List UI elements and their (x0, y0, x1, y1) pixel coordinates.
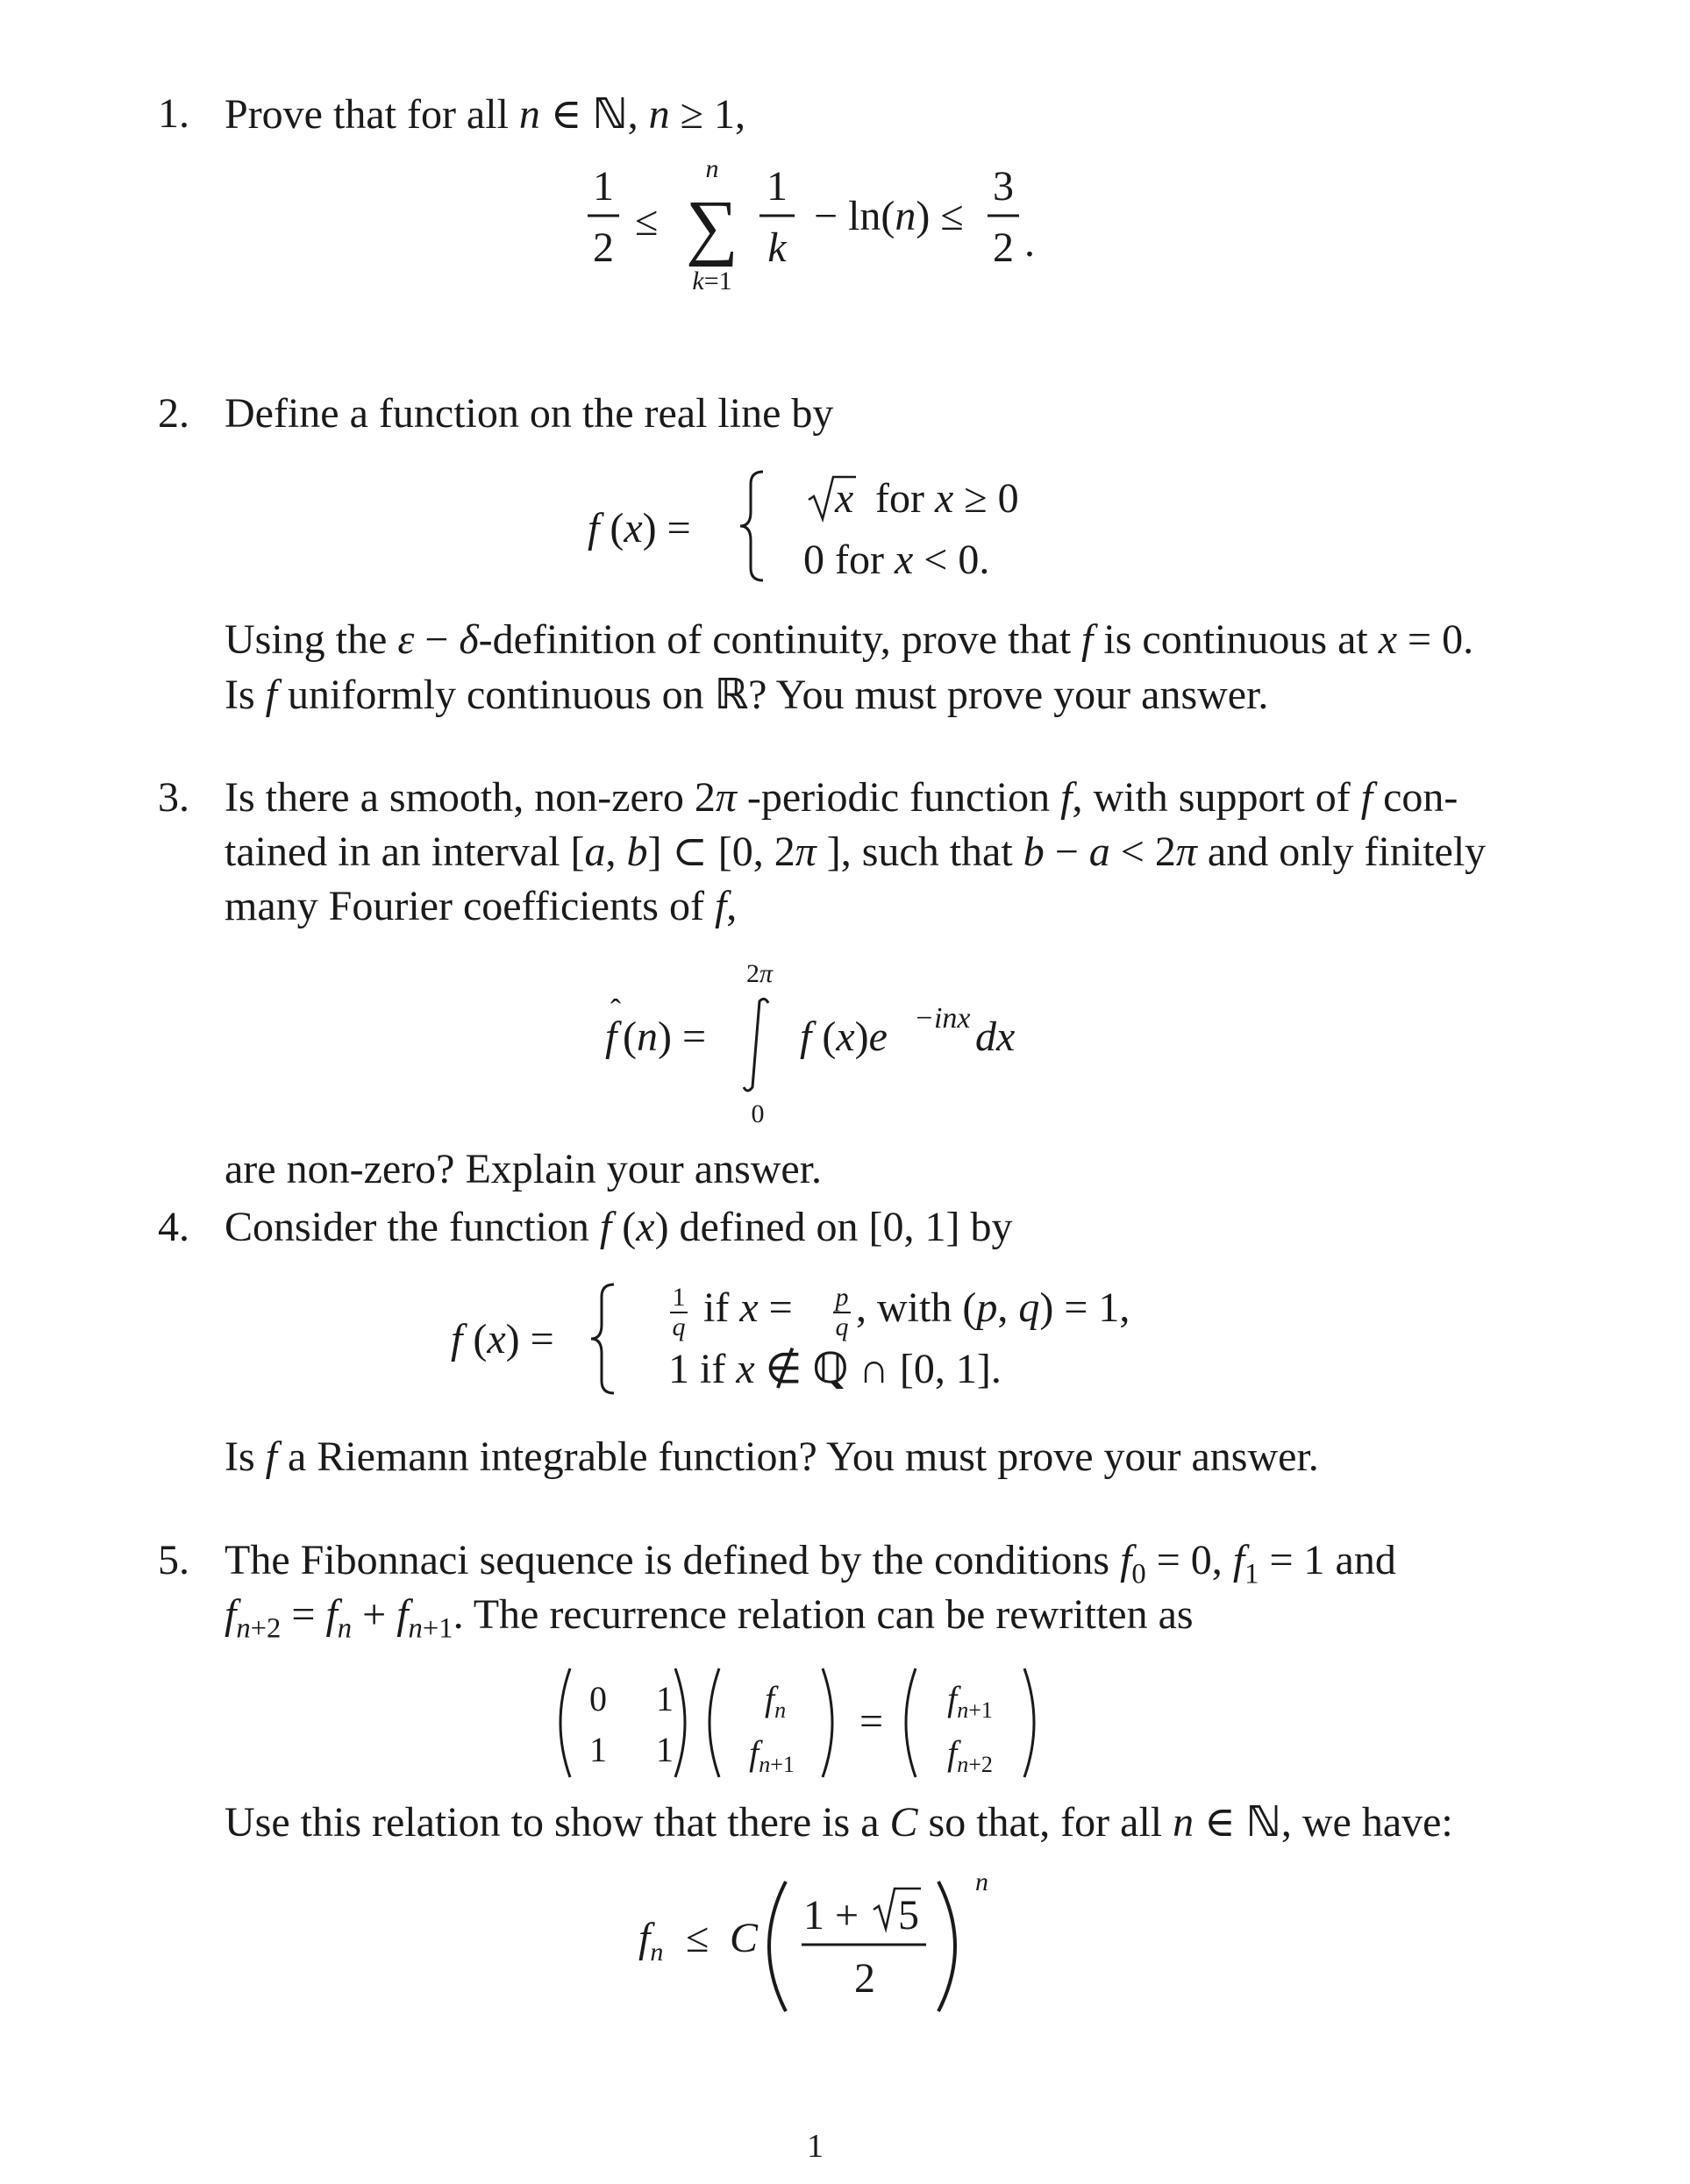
svg-text:1: 1 (656, 1730, 674, 1769)
svg-text:fn+2: $f_n+2$ (947, 1733, 993, 1777)
svg-text:≤: ≤ (686, 1915, 710, 1961)
svg-text:3: 3 (993, 163, 1014, 210)
svg-text:1 if x ∉ ℚ ∩ [0, 1].: 1 if x ∉ ℚ ∩ [0, 1]. (668, 1344, 1002, 1393)
svg-text:dx: dx (975, 1014, 1016, 1060)
svg-text:0 for x < 0.: 0 for x < 0. (803, 537, 990, 583)
svg-text:1: 1 (593, 163, 614, 210)
svg-text:q: q (672, 1313, 686, 1341)
svg-text:2: 2 (593, 224, 614, 271)
svg-text:q: q (835, 1313, 849, 1341)
problem-2-number: 2. (158, 390, 189, 437)
svg-text:C: C (730, 1915, 759, 1961)
svg-text:f (x) =: f (x) = (588, 505, 691, 551)
svg-text:0: 0 (589, 1679, 607, 1718)
problem-4-piecewise (439, 1276, 1228, 1407)
svg-text:fn: $f_n$ (764, 1679, 787, 1723)
svg-text:∑: ∑ (686, 186, 738, 267)
svg-text:for x ≥ 0: for x ≥ 0 (875, 475, 1019, 522)
svg-text:f (x)e: f (x)e (800, 1014, 888, 1060)
svg-text:f (x) =: f (x) = (451, 1316, 554, 1362)
problem-5-text3: Use this relation to show that there is a C so that, for all n ∈ ℕ, we have: (225, 1797, 1453, 1846)
svg-text:if x =: if x = (703, 1284, 793, 1331)
problem-2-text2: Is f uniformly continuous on ℝ? You must prove your answer. (225, 670, 1269, 719)
problem-4-intro: Consider the function f (x) defined on [0, 1] by (225, 1204, 1013, 1250)
svg-text:0: 0 (751, 1099, 765, 1128)
svg-text:n: n (975, 1867, 988, 1896)
problem-1-intro: Prove that for all n ∈ ℕ, n ≥ 1, (225, 89, 745, 139)
svg-text:ˆ: ˆ (610, 992, 621, 1028)
svg-text:≤: ≤ (635, 198, 659, 245)
problem-3-formula (596, 947, 1052, 1131)
svg-text:(n) =: (n) = (623, 1014, 707, 1060)
svg-text:fn: $f_n$ (638, 1915, 664, 1967)
problem-3-text1: Is there a smooth, non-zero 2π -periodic function f, with support of f con- (225, 774, 1458, 821)
problem-3-text4: are non-zero? Explain your answer. (225, 1146, 823, 1192)
svg-text:2π: 2π (745, 959, 774, 988)
problem-5-matrix-equation (544, 1661, 1087, 1784)
svg-text:n: n (705, 158, 719, 183)
svg-text:.: . (1024, 219, 1035, 266)
problem-1-number: 1. (158, 90, 189, 137)
problem-4-number: 4. (158, 1204, 189, 1250)
problem-2-piecewise (579, 465, 1070, 587)
svg-text:fn+1: $f_n+1$ (947, 1679, 993, 1723)
svg-text:k: k (767, 224, 787, 271)
problem-3-text2: tained in an interval [a, b] ⊂ [0, 2π ], such that b − a < 2π and only finitely (225, 829, 1487, 875)
svg-text:2: 2 (854, 1955, 875, 2002)
svg-text:1 +: 1 + (803, 1892, 859, 1939)
svg-text:f: f (605, 1014, 617, 1060)
svg-text:1: 1 (589, 1730, 607, 1769)
problem-5-text2: $f_{n+2} = f_n + f_{n+1}$. The recurrence relation can be rewritten as (225, 1591, 1194, 1645)
svg-text:1: 1 (767, 163, 788, 210)
svg-text:k=1: k=1 (692, 267, 732, 295)
problem-1-formula (579, 158, 1070, 307)
problem-3-text3: many Fourier coefficients of f, (225, 883, 738, 929)
svg-text:1: 1 (672, 1283, 686, 1312)
problem-5-text1: The Fibonnaci sequence is defined by the conditions $f_0 = 0$, $f_1 = 1$ and (225, 1537, 1396, 1590)
problem-3-number: 3. (158, 774, 189, 821)
problem-4-text1: Is f a Riemann integrable function? You must prove your answer. (225, 1433, 1319, 1480)
svg-text:5: 5 (898, 1892, 919, 1939)
problem-5-number: 5. (158, 1537, 189, 1583)
svg-text:−inx: −inx (914, 1002, 971, 1035)
problem-2-intro: Define a function on the real line by (225, 390, 834, 437)
page-number: 1 (807, 2128, 824, 2165)
svg-text:1: 1 (656, 1679, 674, 1718)
svg-text:fn+1: $f_n+1$ (749, 1733, 795, 1777)
problem-2-text1: Using the ε − δ-definition of continuity, prove that f is continuous at x = 0. (225, 616, 1474, 663)
svg-text:− ln(n) ≤: − ln(n) ≤ (814, 193, 964, 239)
problem-5-inequality (631, 1859, 1035, 2017)
svg-text:x: x (835, 475, 854, 522)
svg-text:=: = (859, 1698, 884, 1745)
svg-text:2: 2 (993, 224, 1014, 271)
svg-text:p: p (835, 1283, 849, 1312)
svg-text:, with (p, q) = 1,: , with (p, q) = 1, (856, 1284, 1130, 1331)
